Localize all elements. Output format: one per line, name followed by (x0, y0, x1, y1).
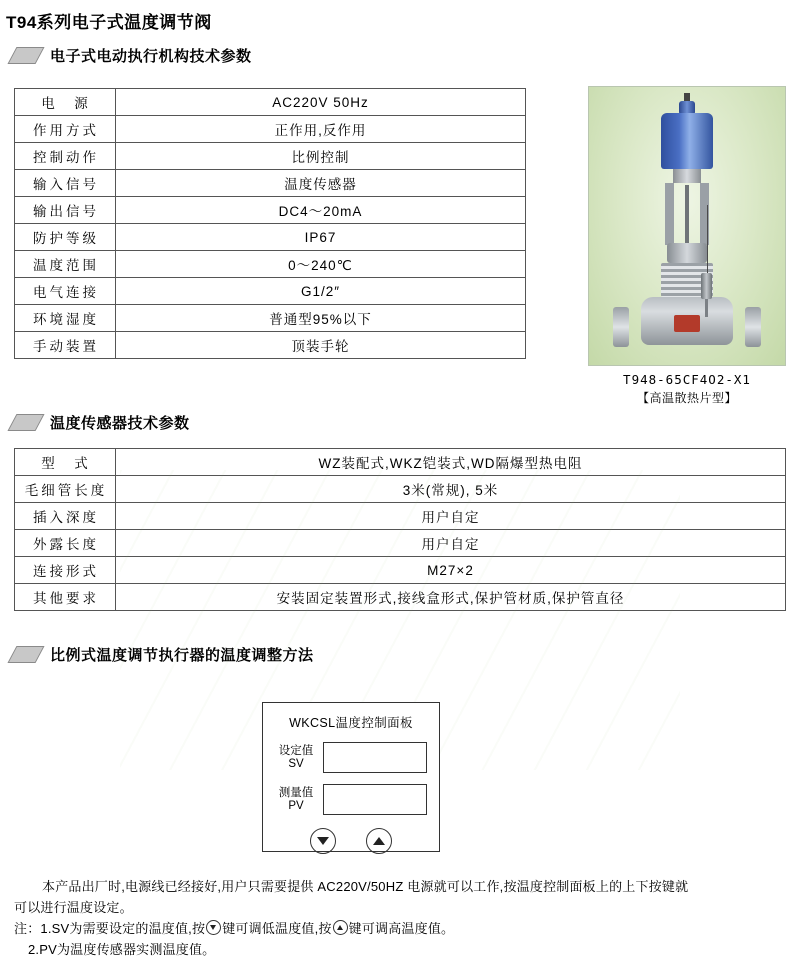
table-row (15, 584, 786, 611)
table-row (15, 143, 526, 170)
section-heading-sensor (0, 404, 190, 439)
triangle-down-icon (317, 837, 329, 845)
table-row (15, 530, 786, 557)
footer-paragraph-1a: 本产品出厂时,电源线已经接好,用户只需要提供 AC220V/50HZ 电源就可以工作,按温度控制面板上的上下按键就 (42, 879, 689, 894)
section-heading-text: 电子式电动执行机构技术参数 (50, 48, 252, 65)
row-label: 型 式 (15, 449, 116, 476)
row-label: 其他要求 (15, 584, 116, 611)
valve-stem (685, 185, 689, 243)
table-row (15, 332, 526, 359)
table-row (15, 305, 526, 332)
row-value: IP67 (116, 224, 526, 251)
product-photo-block (588, 86, 786, 406)
sv-label-en: SV (288, 757, 304, 770)
section-heading-adjust-method (0, 636, 314, 671)
control-panel-diagram (262, 702, 440, 852)
footer-notes (14, 876, 786, 960)
valve-nameplate (674, 315, 700, 332)
increase-temperature-button[interactable] (366, 828, 392, 854)
pv-display (323, 784, 427, 815)
valve-bonnet (667, 243, 707, 263)
footer-note-1-mid: 键可调低温度值,按 (222, 921, 332, 936)
sv-display (323, 742, 427, 773)
sensor-cable (707, 205, 708, 277)
row-value: 温度传感器 (116, 170, 526, 197)
triangle-up-icon (373, 837, 385, 845)
row-label: 毛细管长度 (15, 476, 116, 503)
actuator-neck (673, 169, 701, 183)
table-row (15, 224, 526, 251)
table-row (15, 251, 526, 278)
triangle-up-icon (333, 920, 348, 935)
row-value: 正作用,反作用 (116, 116, 526, 143)
panel-buttons (263, 828, 439, 854)
pv-label-cn: 测量值 (278, 786, 314, 799)
section-marker-icon (7, 646, 44, 663)
row-label: 控制动作 (15, 143, 116, 170)
row-label: 输入信号 (15, 170, 116, 197)
sensor-probe (705, 299, 708, 317)
table-row (15, 557, 786, 584)
row-label: 环境湿度 (15, 305, 116, 332)
row-value: 0～240℃ (116, 251, 526, 278)
row-value: 用户自定 (116, 503, 786, 530)
row-value: WZ装配式,WKZ铠装式,WD隔爆型热电阻 (116, 449, 786, 476)
row-label: 作用方式 (15, 116, 116, 143)
section-marker-icon (7, 414, 44, 431)
valve-flange-left (613, 307, 629, 347)
row-value: 用户自定 (116, 530, 786, 557)
footer-paragraph-1b: 可以进行温度设定。 (14, 900, 133, 915)
table-row (15, 449, 786, 476)
section-heading-actuator (0, 37, 800, 72)
row-value: G1/2″ (116, 278, 526, 305)
section-heading-text: 温度传感器技术参数 (50, 415, 190, 432)
product-photo (588, 86, 786, 366)
electric-actuator (661, 113, 713, 169)
footer-note-2: 2.PV为温度传感器实测温度值。 (28, 942, 216, 957)
row-value: AC220V 50Hz (116, 89, 526, 116)
pv-label (275, 787, 317, 813)
control-panel (262, 702, 440, 852)
row-value: 比例控制 (116, 143, 526, 170)
table-row (15, 197, 526, 224)
table-row (15, 116, 526, 143)
sv-label-cn: 设定值 (278, 744, 314, 757)
row-label: 手动装置 (15, 332, 116, 359)
pv-label-en: PV (288, 799, 304, 812)
table-row (15, 89, 526, 116)
table-row (15, 170, 526, 197)
row-label: 连接形式 (15, 557, 116, 584)
product-photo-note: 【高温散热片型】 (636, 391, 737, 405)
table-row (15, 278, 526, 305)
product-model-code: T948-65CF4O2-X1 (623, 372, 751, 387)
footer-note-1-pre: 注：1.SV为需要设定的温度值,按 (14, 921, 206, 936)
decrease-temperature-button[interactable] (310, 828, 336, 854)
row-label: 输出信号 (15, 197, 116, 224)
footer-note-1 (14, 918, 786, 939)
row-label: 外露长度 (15, 530, 116, 557)
page-title: T94系列电子式温度调节阀 (6, 13, 212, 32)
row-value: 安装固定装置形式,接线盒形式,保护管材质,保护管直径 (116, 584, 786, 611)
actuator-spec-table-wrapper (14, 88, 526, 359)
row-value: M27×2 (116, 557, 786, 584)
pv-row (263, 784, 439, 815)
row-label: 电 源 (15, 89, 116, 116)
actuator-spec-table (14, 88, 526, 359)
row-value: 顶装手轮 (116, 332, 526, 359)
row-label: 温度范围 (15, 251, 116, 278)
footer-note-1-post: 键可调高温度值。 (348, 921, 455, 936)
sensor-spec-table (14, 448, 786, 611)
control-panel-title: WKCSL温度控制面板 (289, 716, 413, 730)
sv-row (263, 742, 439, 773)
sensor-spec-table-wrapper (14, 448, 786, 611)
row-label: 插入深度 (15, 503, 116, 530)
triangle-down-icon (206, 920, 221, 935)
table-row (15, 503, 786, 530)
table-row (15, 476, 786, 503)
row-value: 3米(常规), 5米 (116, 476, 786, 503)
row-value: DC4～20mA (116, 197, 526, 224)
row-label: 防护等级 (15, 224, 116, 251)
temperature-sensor (701, 273, 712, 299)
section-heading-text: 比例式温度调节执行器的温度调整方法 (50, 647, 314, 664)
row-label: 电气连接 (15, 278, 116, 305)
sv-label (275, 745, 317, 771)
section-marker-icon (7, 47, 44, 64)
valve-flange-right (745, 307, 761, 347)
row-value: 普通型95%以下 (116, 305, 526, 332)
